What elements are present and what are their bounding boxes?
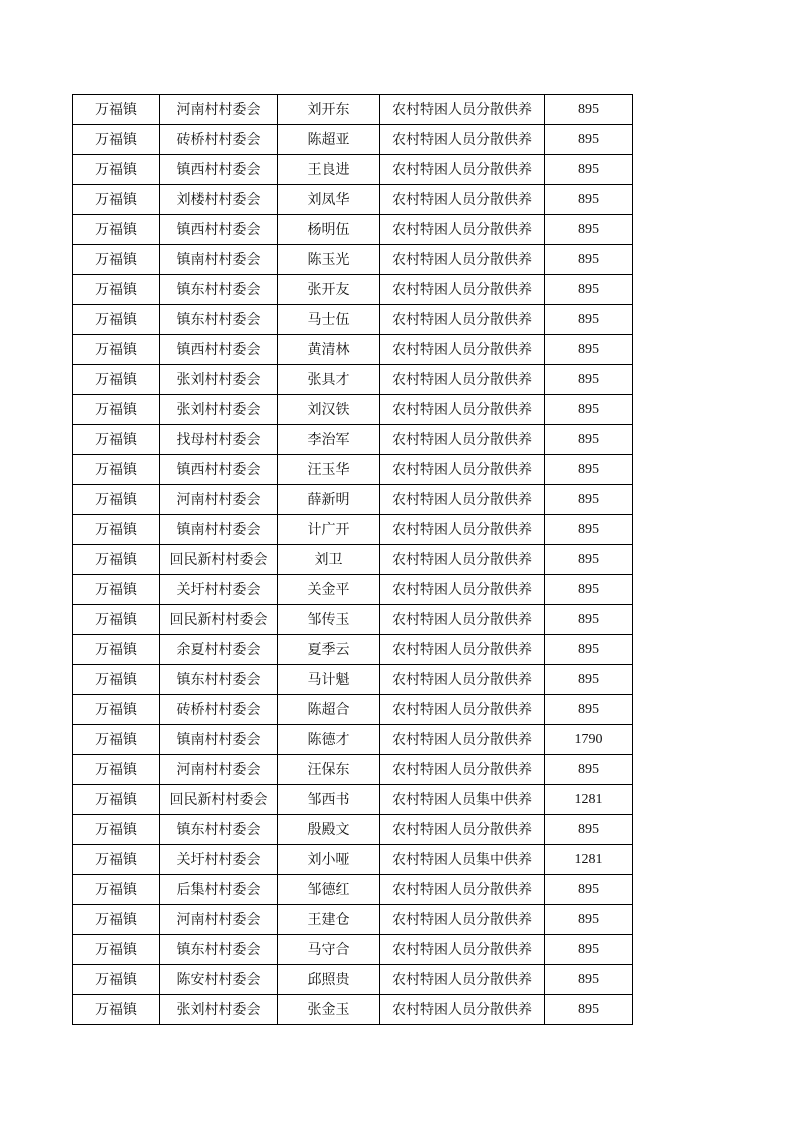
person-name-cell: 汪玉华 — [278, 455, 380, 485]
town-cell: 万福镇 — [73, 485, 160, 515]
person-name-cell: 马计魁 — [278, 665, 380, 695]
person-name-cell: 陈德才 — [278, 725, 380, 755]
amount-cell: 1281 — [545, 785, 633, 815]
village-committee-cell: 镇南村村委会 — [160, 725, 278, 755]
village-committee-cell: 张刘村村委会 — [160, 395, 278, 425]
table-row — [73, 905, 633, 935]
amount-cell: 895 — [545, 95, 633, 125]
amount-cell: 895 — [545, 395, 633, 425]
person-name-cell: 汪保东 — [278, 755, 380, 785]
amount-cell: 895 — [545, 575, 633, 605]
village-committee-cell: 镇东村村委会 — [160, 935, 278, 965]
table-row — [73, 545, 633, 575]
amount-cell: 895 — [545, 815, 633, 845]
person-name-cell: 邹德红 — [278, 875, 380, 905]
village-committee-cell: 镇东村村委会 — [160, 275, 278, 305]
village-committee-cell: 砖桥村村委会 — [160, 125, 278, 155]
town-cell: 万福镇 — [73, 695, 160, 725]
village-committee-cell: 砖桥村村委会 — [160, 695, 278, 725]
table-row — [73, 695, 633, 725]
amount-cell: 895 — [545, 425, 633, 455]
town-cell: 万福镇 — [73, 275, 160, 305]
town-cell: 万福镇 — [73, 515, 160, 545]
support-type-cell: 农村特困人员分散供养 — [380, 545, 545, 575]
amount-cell: 895 — [545, 215, 633, 245]
support-type-cell: 农村特困人员分散供养 — [380, 635, 545, 665]
support-type-cell: 农村特困人员分散供养 — [380, 905, 545, 935]
person-name-cell: 邱照贵 — [278, 965, 380, 995]
support-type-cell: 农村特困人员分散供养 — [380, 245, 545, 275]
amount-cell: 895 — [545, 365, 633, 395]
table-row — [73, 275, 633, 305]
table-row — [73, 935, 633, 965]
amount-cell: 895 — [545, 755, 633, 785]
support-type-cell: 农村特困人员分散供养 — [380, 365, 545, 395]
village-committee-cell: 张刘村村委会 — [160, 995, 278, 1025]
village-committee-cell: 河南村村委会 — [160, 755, 278, 785]
table-row — [73, 185, 633, 215]
town-cell: 万福镇 — [73, 605, 160, 635]
village-committee-cell: 回民新村村委会 — [160, 605, 278, 635]
table-row — [73, 245, 633, 275]
village-committee-cell: 刘楼村村委会 — [160, 185, 278, 215]
table-row — [73, 95, 633, 125]
village-committee-cell: 镇西村村委会 — [160, 455, 278, 485]
village-committee-cell: 镇西村村委会 — [160, 335, 278, 365]
amount-cell: 895 — [545, 185, 633, 215]
support-type-cell: 农村特困人员分散供养 — [380, 695, 545, 725]
support-type-cell: 农村特困人员分散供养 — [380, 995, 545, 1025]
table-row — [73, 305, 633, 335]
support-type-cell: 农村特困人员分散供养 — [380, 455, 545, 485]
support-type-cell: 农村特困人员分散供养 — [380, 965, 545, 995]
village-committee-cell: 后集村村委会 — [160, 875, 278, 905]
amount-cell: 895 — [545, 905, 633, 935]
village-committee-cell: 镇西村村委会 — [160, 215, 278, 245]
table-row — [73, 485, 633, 515]
support-type-cell: 农村特困人员分散供养 — [380, 395, 545, 425]
relief-roster-table — [72, 94, 633, 1025]
table-row — [73, 785, 633, 815]
table-row — [73, 605, 633, 635]
village-committee-cell: 镇西村村委会 — [160, 155, 278, 185]
person-name-cell: 马守合 — [278, 935, 380, 965]
table-row — [73, 875, 633, 905]
table-row — [73, 395, 633, 425]
amount-cell: 895 — [545, 635, 633, 665]
table-row — [73, 755, 633, 785]
support-type-cell: 农村特困人员分散供养 — [380, 605, 545, 635]
support-type-cell: 农村特困人员分散供养 — [380, 305, 545, 335]
table-row — [73, 725, 633, 755]
village-committee-cell: 镇南村村委会 — [160, 515, 278, 545]
town-cell: 万福镇 — [73, 395, 160, 425]
table-row — [73, 845, 633, 875]
amount-cell: 895 — [545, 965, 633, 995]
support-type-cell: 农村特困人员分散供养 — [380, 725, 545, 755]
person-name-cell: 李治军 — [278, 425, 380, 455]
person-name-cell: 王建仓 — [278, 905, 380, 935]
person-name-cell: 杨明伍 — [278, 215, 380, 245]
town-cell: 万福镇 — [73, 815, 160, 845]
person-name-cell: 陈超亚 — [278, 125, 380, 155]
support-type-cell: 农村特困人员分散供养 — [380, 755, 545, 785]
village-committee-cell: 关圩村村委会 — [160, 845, 278, 875]
support-type-cell: 农村特困人员分散供养 — [380, 515, 545, 545]
amount-cell: 895 — [545, 935, 633, 965]
table-row — [73, 335, 633, 365]
person-name-cell: 黄清林 — [278, 335, 380, 365]
amount-cell: 895 — [545, 305, 633, 335]
support-type-cell: 农村特困人员集中供养 — [380, 845, 545, 875]
person-name-cell: 张金玉 — [278, 995, 380, 1025]
town-cell: 万福镇 — [73, 455, 160, 485]
amount-cell: 895 — [545, 545, 633, 575]
support-type-cell: 农村特困人员分散供养 — [380, 425, 545, 455]
village-committee-cell: 关圩村村委会 — [160, 575, 278, 605]
town-cell: 万福镇 — [73, 215, 160, 245]
amount-cell: 895 — [545, 275, 633, 305]
support-type-cell: 农村特困人员分散供养 — [380, 935, 545, 965]
support-type-cell: 农村特困人员分散供养 — [380, 155, 545, 185]
support-type-cell: 农村特困人员分散供养 — [380, 95, 545, 125]
town-cell: 万福镇 — [73, 635, 160, 665]
table-row — [73, 815, 633, 845]
amount-cell: 895 — [545, 875, 633, 905]
amount-cell: 895 — [545, 695, 633, 725]
support-type-cell: 农村特困人员分散供养 — [380, 485, 545, 515]
village-committee-cell: 余夏村村委会 — [160, 635, 278, 665]
table-row — [73, 365, 633, 395]
support-type-cell: 农村特困人员分散供养 — [380, 215, 545, 245]
person-name-cell: 刘汉铁 — [278, 395, 380, 425]
village-committee-cell: 河南村村委会 — [160, 905, 278, 935]
town-cell: 万福镇 — [73, 185, 160, 215]
person-name-cell: 王良进 — [278, 155, 380, 185]
amount-cell: 1281 — [545, 845, 633, 875]
village-committee-cell: 回民新村村委会 — [160, 545, 278, 575]
village-committee-cell: 镇南村村委会 — [160, 245, 278, 275]
table-body — [73, 95, 633, 1025]
person-name-cell: 薛新明 — [278, 485, 380, 515]
amount-cell: 895 — [545, 155, 633, 185]
town-cell: 万福镇 — [73, 305, 160, 335]
town-cell: 万福镇 — [73, 845, 160, 875]
table-row — [73, 665, 633, 695]
person-name-cell: 计广开 — [278, 515, 380, 545]
amount-cell: 895 — [545, 515, 633, 545]
table-row — [73, 155, 633, 185]
person-name-cell: 刘卫 — [278, 545, 380, 575]
person-name-cell: 刘开东 — [278, 95, 380, 125]
person-name-cell: 夏季云 — [278, 635, 380, 665]
town-cell: 万福镇 — [73, 125, 160, 155]
village-committee-cell: 河南村村委会 — [160, 95, 278, 125]
table-row — [73, 995, 633, 1025]
person-name-cell: 关金平 — [278, 575, 380, 605]
village-committee-cell: 张刘村村委会 — [160, 365, 278, 395]
village-committee-cell: 回民新村村委会 — [160, 785, 278, 815]
amount-cell: 895 — [545, 125, 633, 155]
town-cell: 万福镇 — [73, 425, 160, 455]
town-cell: 万福镇 — [73, 545, 160, 575]
support-type-cell: 农村特困人员分散供养 — [380, 185, 545, 215]
support-type-cell: 农村特困人员分散供养 — [380, 875, 545, 905]
town-cell: 万福镇 — [73, 965, 160, 995]
town-cell: 万福镇 — [73, 575, 160, 605]
person-name-cell: 殷殿文 — [278, 815, 380, 845]
person-name-cell: 刘凤华 — [278, 185, 380, 215]
amount-cell: 895 — [545, 995, 633, 1025]
support-type-cell: 农村特困人员分散供养 — [380, 125, 545, 155]
town-cell: 万福镇 — [73, 155, 160, 185]
person-name-cell: 邹传玉 — [278, 605, 380, 635]
support-type-cell: 农村特困人员分散供养 — [380, 665, 545, 695]
town-cell: 万福镇 — [73, 995, 160, 1025]
support-type-cell: 农村特困人员分散供养 — [380, 815, 545, 845]
village-committee-cell: 镇东村村委会 — [160, 305, 278, 335]
table-row — [73, 965, 633, 995]
village-committee-cell: 陈安村村委会 — [160, 965, 278, 995]
table-row — [73, 215, 633, 245]
support-type-cell: 农村特困人员分散供养 — [380, 575, 545, 605]
town-cell: 万福镇 — [73, 725, 160, 755]
village-committee-cell: 镇东村村委会 — [160, 815, 278, 845]
person-name-cell: 陈玉光 — [278, 245, 380, 275]
amount-cell: 895 — [545, 605, 633, 635]
town-cell: 万福镇 — [73, 245, 160, 275]
table-row — [73, 635, 633, 665]
person-name-cell: 张具才 — [278, 365, 380, 395]
table-row — [73, 455, 633, 485]
support-type-cell: 农村特困人员分散供养 — [380, 335, 545, 365]
person-name-cell: 邹西书 — [278, 785, 380, 815]
town-cell: 万福镇 — [73, 905, 160, 935]
amount-cell: 895 — [545, 455, 633, 485]
amount-cell: 1790 — [545, 725, 633, 755]
village-committee-cell: 找母村村委会 — [160, 425, 278, 455]
table-row — [73, 575, 633, 605]
town-cell: 万福镇 — [73, 875, 160, 905]
table-row — [73, 515, 633, 545]
person-name-cell: 刘小哑 — [278, 845, 380, 875]
town-cell: 万福镇 — [73, 335, 160, 365]
table-row — [73, 125, 633, 155]
town-cell: 万福镇 — [73, 665, 160, 695]
person-name-cell: 马士伍 — [278, 305, 380, 335]
town-cell: 万福镇 — [73, 95, 160, 125]
amount-cell: 895 — [545, 335, 633, 365]
town-cell: 万福镇 — [73, 755, 160, 785]
village-committee-cell: 河南村村委会 — [160, 485, 278, 515]
support-type-cell: 农村特困人员分散供养 — [380, 275, 545, 305]
person-name-cell: 陈超合 — [278, 695, 380, 725]
town-cell: 万福镇 — [73, 365, 160, 395]
amount-cell: 895 — [545, 245, 633, 275]
village-committee-cell: 镇东村村委会 — [160, 665, 278, 695]
support-type-cell: 农村特困人员集中供养 — [380, 785, 545, 815]
town-cell: 万福镇 — [73, 785, 160, 815]
amount-cell: 895 — [545, 485, 633, 515]
table-row — [73, 425, 633, 455]
town-cell: 万福镇 — [73, 935, 160, 965]
amount-cell: 895 — [545, 665, 633, 695]
person-name-cell: 张开友 — [278, 275, 380, 305]
